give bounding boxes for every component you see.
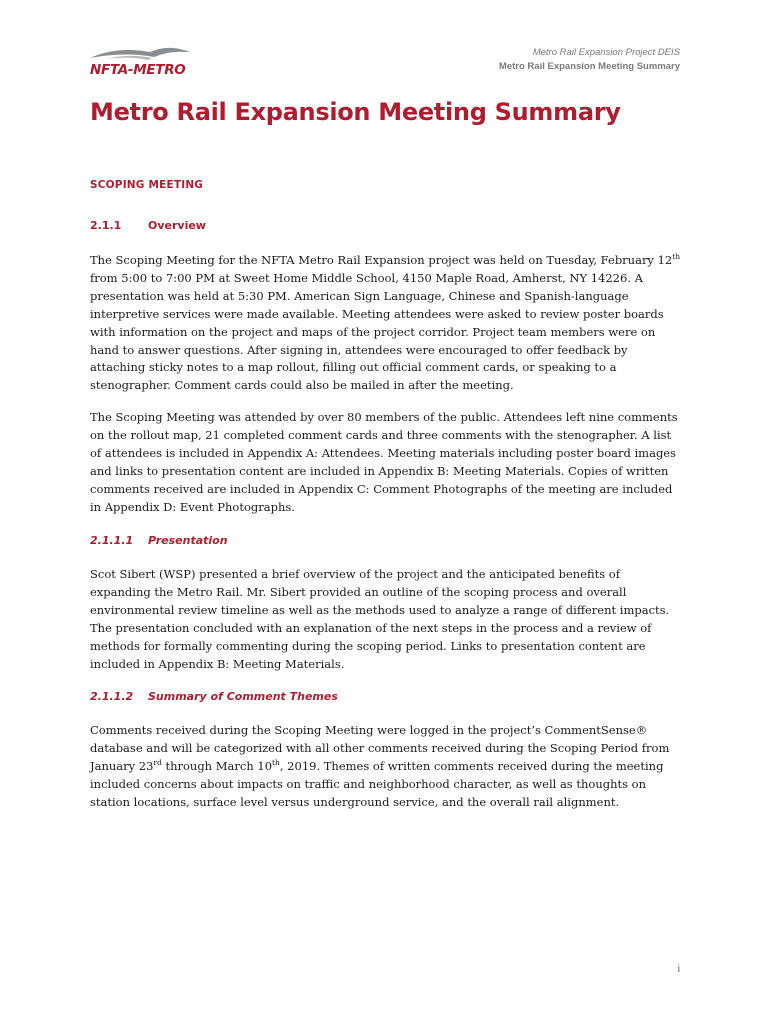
overview-p1-text-b: from 5:00 to 7:00 PM at Sweet Home Middle School, 4150 Maple Road, Amherst, NY 14226. A presentation was held at 5:30 PM. American Sign Language, Chinese and Spanish-language interpretive services were made available. Meeting attendees were asked to review poster boards with information on the project and maps of the project corridor. Project team members were on hand to answer questions. After signing in, attendees were encouraged to offer feedback by attaching sticky notes to a map rollout, filling out official comment cards, or speaking to a stenographer. Comment cards could also be mailed in after the meeting. — [90, 270, 664, 393]
overview-number: 2.1.1 — [90, 219, 122, 232]
themes-title: Summary of Comment Themes — [148, 690, 338, 703]
themes-p-sup1: rd — [153, 757, 162, 767]
nfta-metro-logo — [88, 44, 192, 78]
presentation-number: 2.1.1.1 — [90, 534, 134, 547]
themes-p-text-c: , 2019. Themes of written comments received during the meeting included concerns about impacts on traffic and neighborhood character, as well as thoughts on station locations, surface level versus underground service, and the overall rail alignment. — [90, 758, 664, 809]
presentation-heading — [90, 534, 228, 547]
overview-heading — [90, 219, 206, 232]
logo-text: NFTA-METRO — [90, 62, 186, 78]
running-header — [499, 46, 680, 74]
page-number: i — [677, 964, 680, 975]
header-doc-title: Metro Rail Expansion Meeting Summary — [498, 61, 680, 72]
presentation-title: Presentation — [148, 534, 228, 547]
overview-paragraph-2: The Scoping Meeting was attended by over 80 members of the public. Attendees left nine comments on the rollout map, 21 completed comment cards and three comments with the stenographer. A list of attendees is included in Appendix A: Attendees. Meeting materials including poster board images and links to presentation content are included in Appendix B: Meeting Materials. Copies of written comments received are included in Appendix C: Comment Photographs of the meeting are included in Appendix D: Event Photographs. — [90, 410, 678, 514]
page-title: Metro Rail Expansion Meeting Summary — [90, 98, 621, 126]
themes-p-sup2: th — [272, 757, 280, 767]
themes-heading — [90, 690, 338, 703]
header-project: Metro Rail Expansion Project DEIS — [532, 47, 680, 58]
section-label: SCOPING MEETING — [90, 179, 204, 191]
overview-p1-text-a: The Scoping Meeting for the NFTA Metro Rail Expansion project was held on Tuesday, February 12 — [90, 253, 673, 267]
overview-paragraph-1 — [90, 252, 682, 395]
themes-p-text-a: Comments received during the Scoping Meeting were logged in the project’s CommentSense® database and will be categorized with all other comments received during the Scoping Period from January 23 — [90, 723, 670, 773]
presentation-paragraph: Scot Sibert (WSP) presented a brief overview of the project and the anticipated benefits of expanding the Metro Rail. Mr. Sibert provided an outline of the scoping process and overall environmental review timeline as well as the methods used to analyze a range of different impacts. The presentation concluded with an explanation of the next steps in the process and a review of methods for formally commenting during the scoping period. Links to presentation content are included in Appendix B: Meeting Materials. — [90, 567, 670, 671]
themes-p-text-b: through March 10 — [161, 758, 273, 773]
overview-title: Overview — [148, 219, 206, 232]
overview-p1-sup: th — [672, 252, 681, 262]
themes-number: 2.1.1.2 — [90, 690, 134, 703]
themes-paragraph — [90, 722, 682, 812]
